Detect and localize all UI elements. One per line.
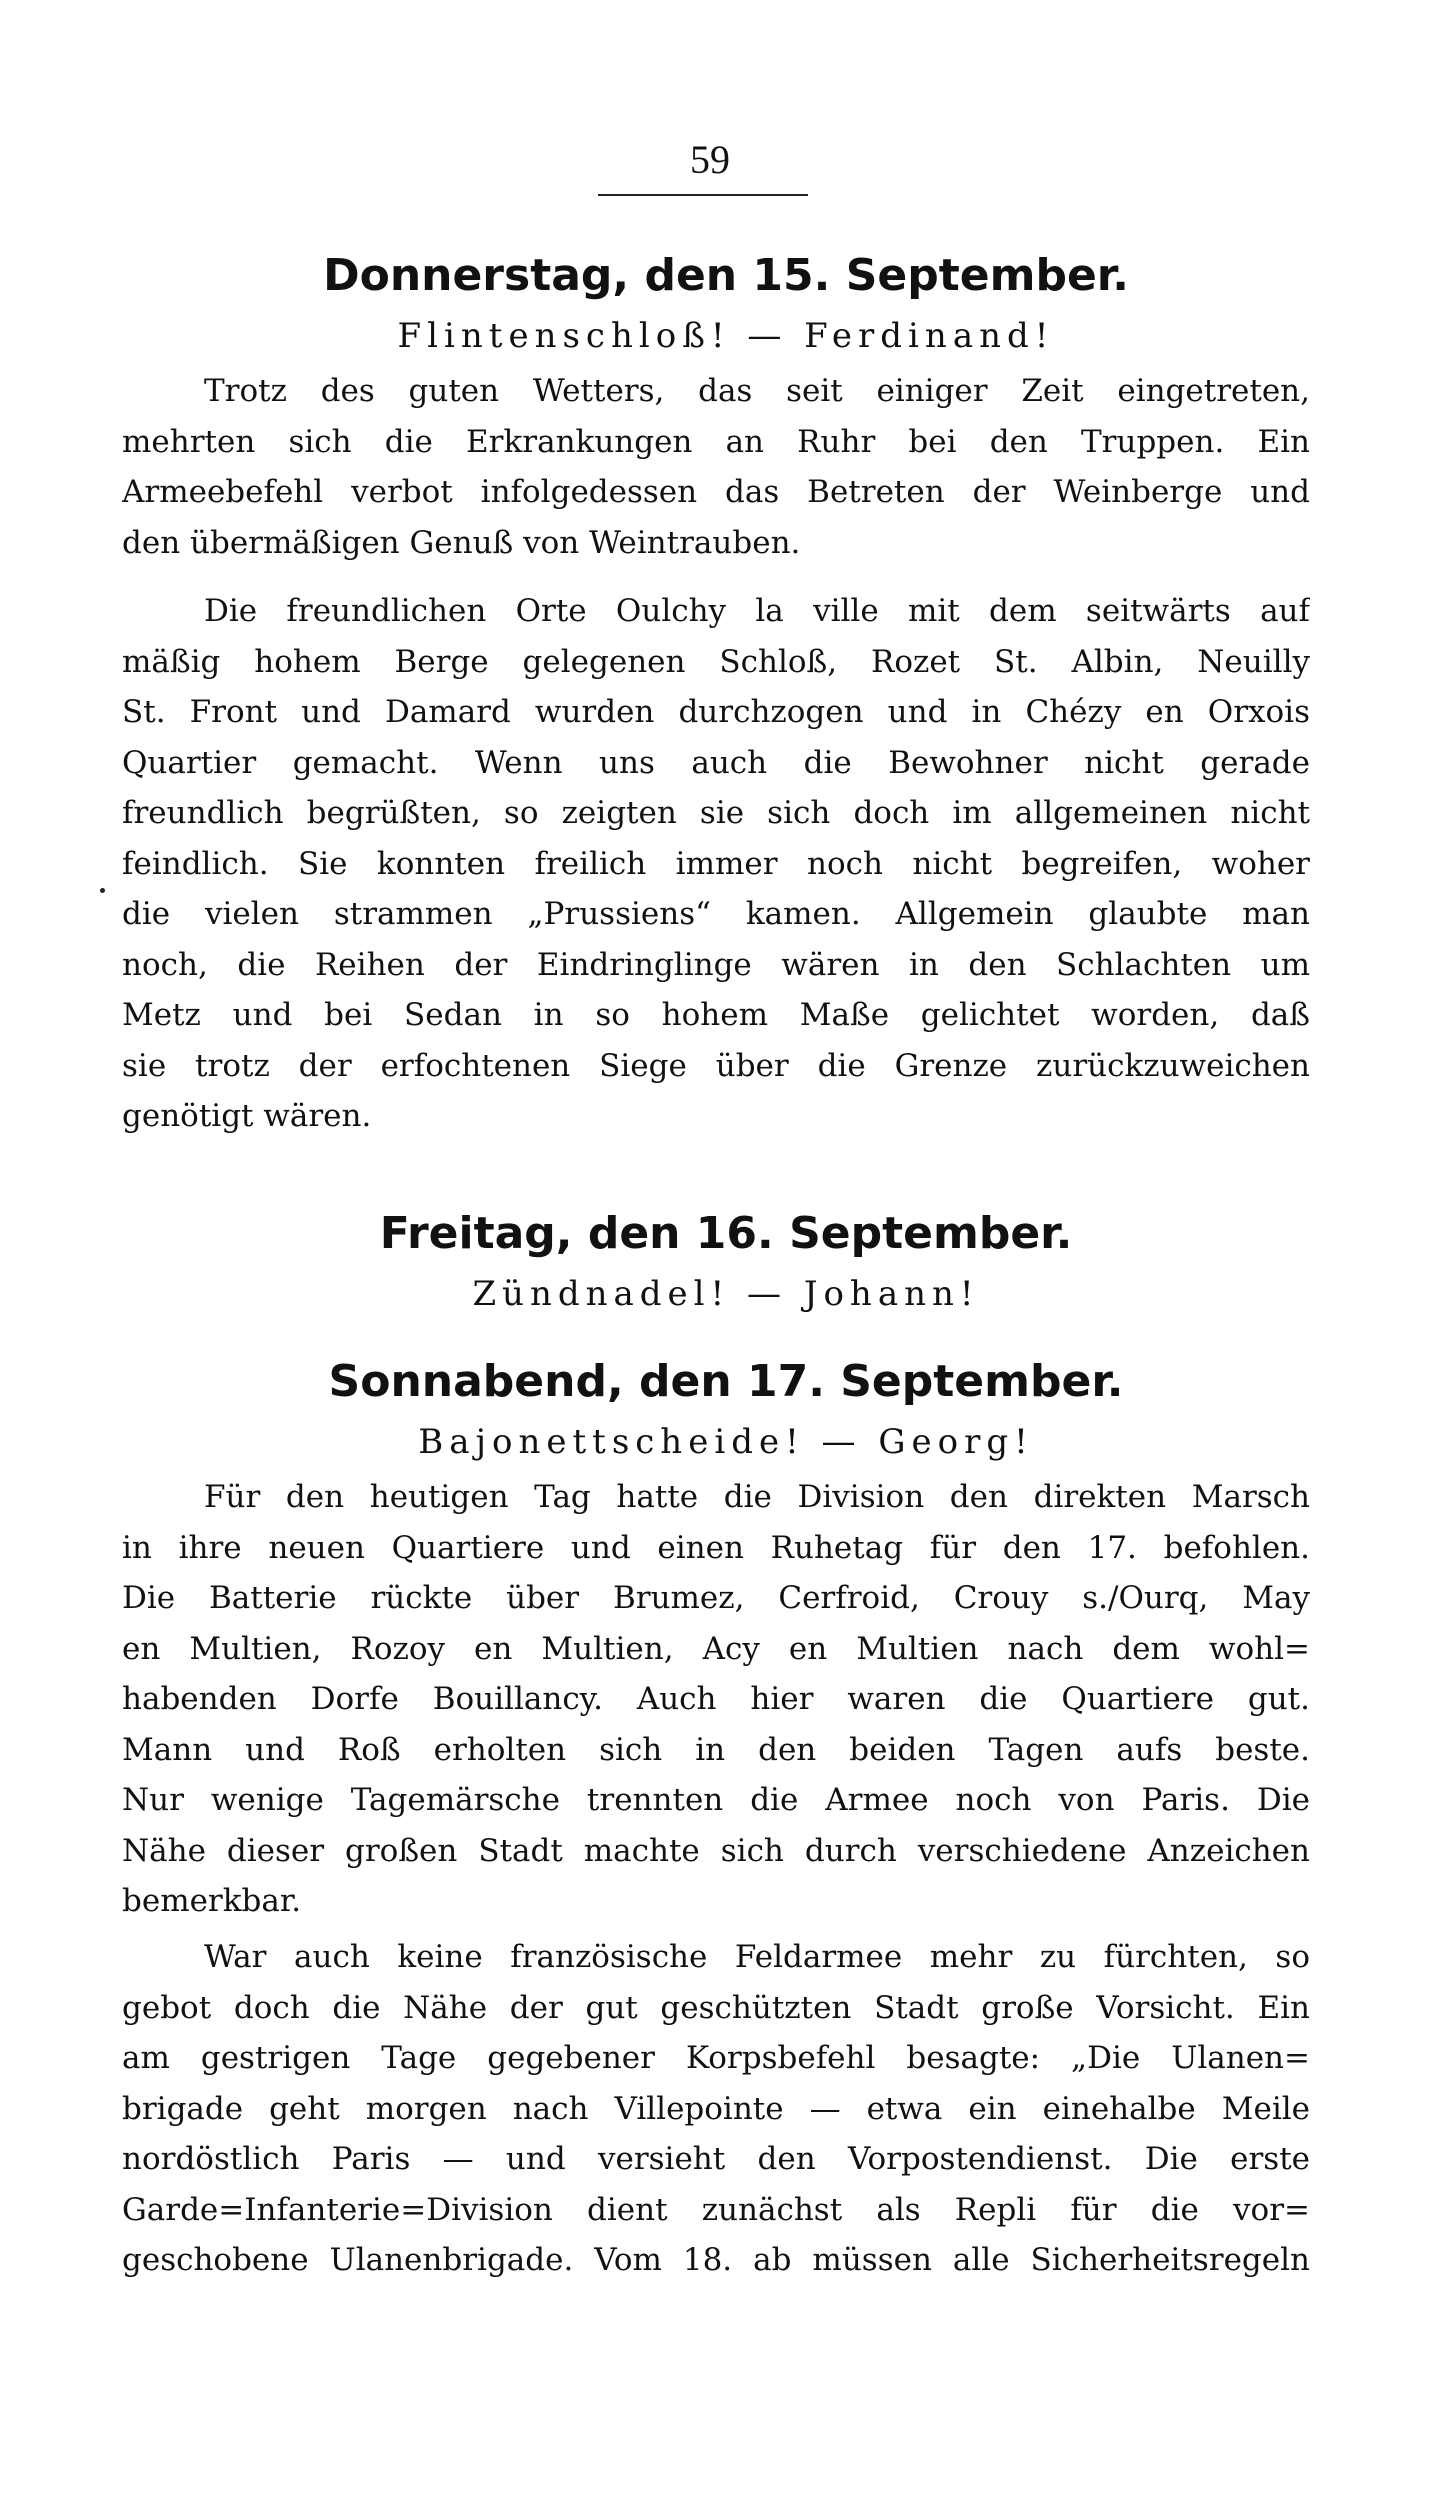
paragraph-saturday-1 <box>122 1472 1310 1927</box>
text-line: Die Batterie rückte über Brumez, Cerfroid, Crouy s./Ourq, May <box>122 1580 1310 1616</box>
text-line: freundlich begrüßten, so zeigten sie sich doch im allgemeinen nicht <box>122 795 1310 831</box>
page-number: 59 <box>690 137 730 182</box>
text-line: mehrten sich die Erkrankungen an Ruhr bei den Truppen. Ein <box>122 423 1310 460</box>
heading-friday: Freitag, den 16. September. <box>379 1208 1073 1259</box>
text-line: sie trotz der erfochtenen Siege über die Grenze zurückzuweichen <box>122 1047 1310 1084</box>
text-line: Quartier gemacht. Wenn uns auch die Bewohner nicht gerade <box>122 744 1310 781</box>
text-line: Die freundlichen Orte Oulchy la ville mit dem seitwärts auf <box>204 593 1310 629</box>
motto-friday: Zündnadel! — Johann! <box>472 1274 980 1314</box>
text-line: Für den heutigen Tag hatte die Division den direkten Marsch <box>204 1479 1310 1515</box>
paragraph-thursday-1 <box>122 366 1310 568</box>
text-line: die vielen strammen „Prussiens“ kamen. Allgemein glaubte man <box>122 896 1310 932</box>
motto-saturday: Bajonettscheide! — Georg! <box>418 1422 1034 1462</box>
text-line: Garde=Infanterie=Division dient zunächst als Repli für die vor= <box>122 2191 1310 2228</box>
text-line: in ihre neuen Quartiere und einen Ruhetag für den 17. befohlen. <box>122 1529 1310 1566</box>
paragraph-saturday-2 <box>122 1932 1310 2286</box>
heading-saturday: Sonnabend, den 17. September. <box>328 1356 1124 1407</box>
text-line: feindlich. Sie konnten freilich immer noch nicht begreifen, woher <box>122 845 1310 882</box>
margin-speck <box>100 888 105 893</box>
text-line: War auch keine französische Feldarmee mehr zu fürchten, so <box>204 1939 1310 1975</box>
text-line: en Multien, Rozoy en Multien, Acy en Multien nach dem wohl= <box>122 1630 1310 1667</box>
text-line: brigade geht morgen nach Villepointe — etwa ein einehalbe Meile <box>122 2090 1310 2127</box>
page-number-rule <box>598 194 808 196</box>
text-line: gebot doch die Nähe der gut geschützten Stadt große Vorsicht. Ein <box>122 1989 1310 2026</box>
text-line: mäßig hohem Berge gelegenen Schloß, Rozet St. Albin, Neuilly <box>122 643 1310 680</box>
text-line: Nur wenige Tagemärsche trennten die Armee noch von Paris. Die <box>122 1782 1310 1818</box>
text-line: geschobene Ulanenbrigade. Vom 18. ab müssen alle Sicherheitsregeln <box>122 2242 1310 2278</box>
text-line: genötigt wären. <box>122 1098 372 1134</box>
text-line: am gestrigen Tage gegebener Korpsbefehl besagte: „Die Ulanen= <box>122 2040 1310 2076</box>
text-line: habenden Dorfe Bouillancy. Auch hier waren die Quartiere gut. <box>122 1681 1310 1717</box>
text-line: Trotz des guten Wetters, das seit einiger Zeit eingetreten, <box>204 373 1310 409</box>
text-line: Armeebefehl verbot infolgedessen das Betreten der Weinberge und <box>122 474 1310 510</box>
heading-thursday: Donnerstag, den 15. September. <box>323 250 1129 301</box>
text-line: St. Front und Damard wurden durchzogen und in Chézy en Orxois <box>122 694 1310 730</box>
text-line: Metz und bei Sedan in so hohem Maße gelichtet worden, daß <box>122 997 1310 1033</box>
paragraph-thursday-2 <box>122 586 1310 1142</box>
text-line: nordöstlich Paris — und versieht den Vorpostendienst. Die erste <box>122 2141 1310 2177</box>
text-line: Nähe dieser großen Stadt machte sich durch verschiedene Anzeichen <box>122 1832 1310 1869</box>
motto-thursday: Flintenschloß! — Ferdinand! <box>397 316 1055 356</box>
text-line: den übermäßigen Genuß von Weintrauben. <box>122 524 801 561</box>
text-line: bemerkbar. <box>122 1883 302 1919</box>
text-line: Mann und Roß erholten sich in den beiden Tagen aufs beste. <box>122 1731 1310 1768</box>
text-line: noch, die Reihen der Eindringlinge wären in den Schlachten um <box>122 946 1310 983</box>
